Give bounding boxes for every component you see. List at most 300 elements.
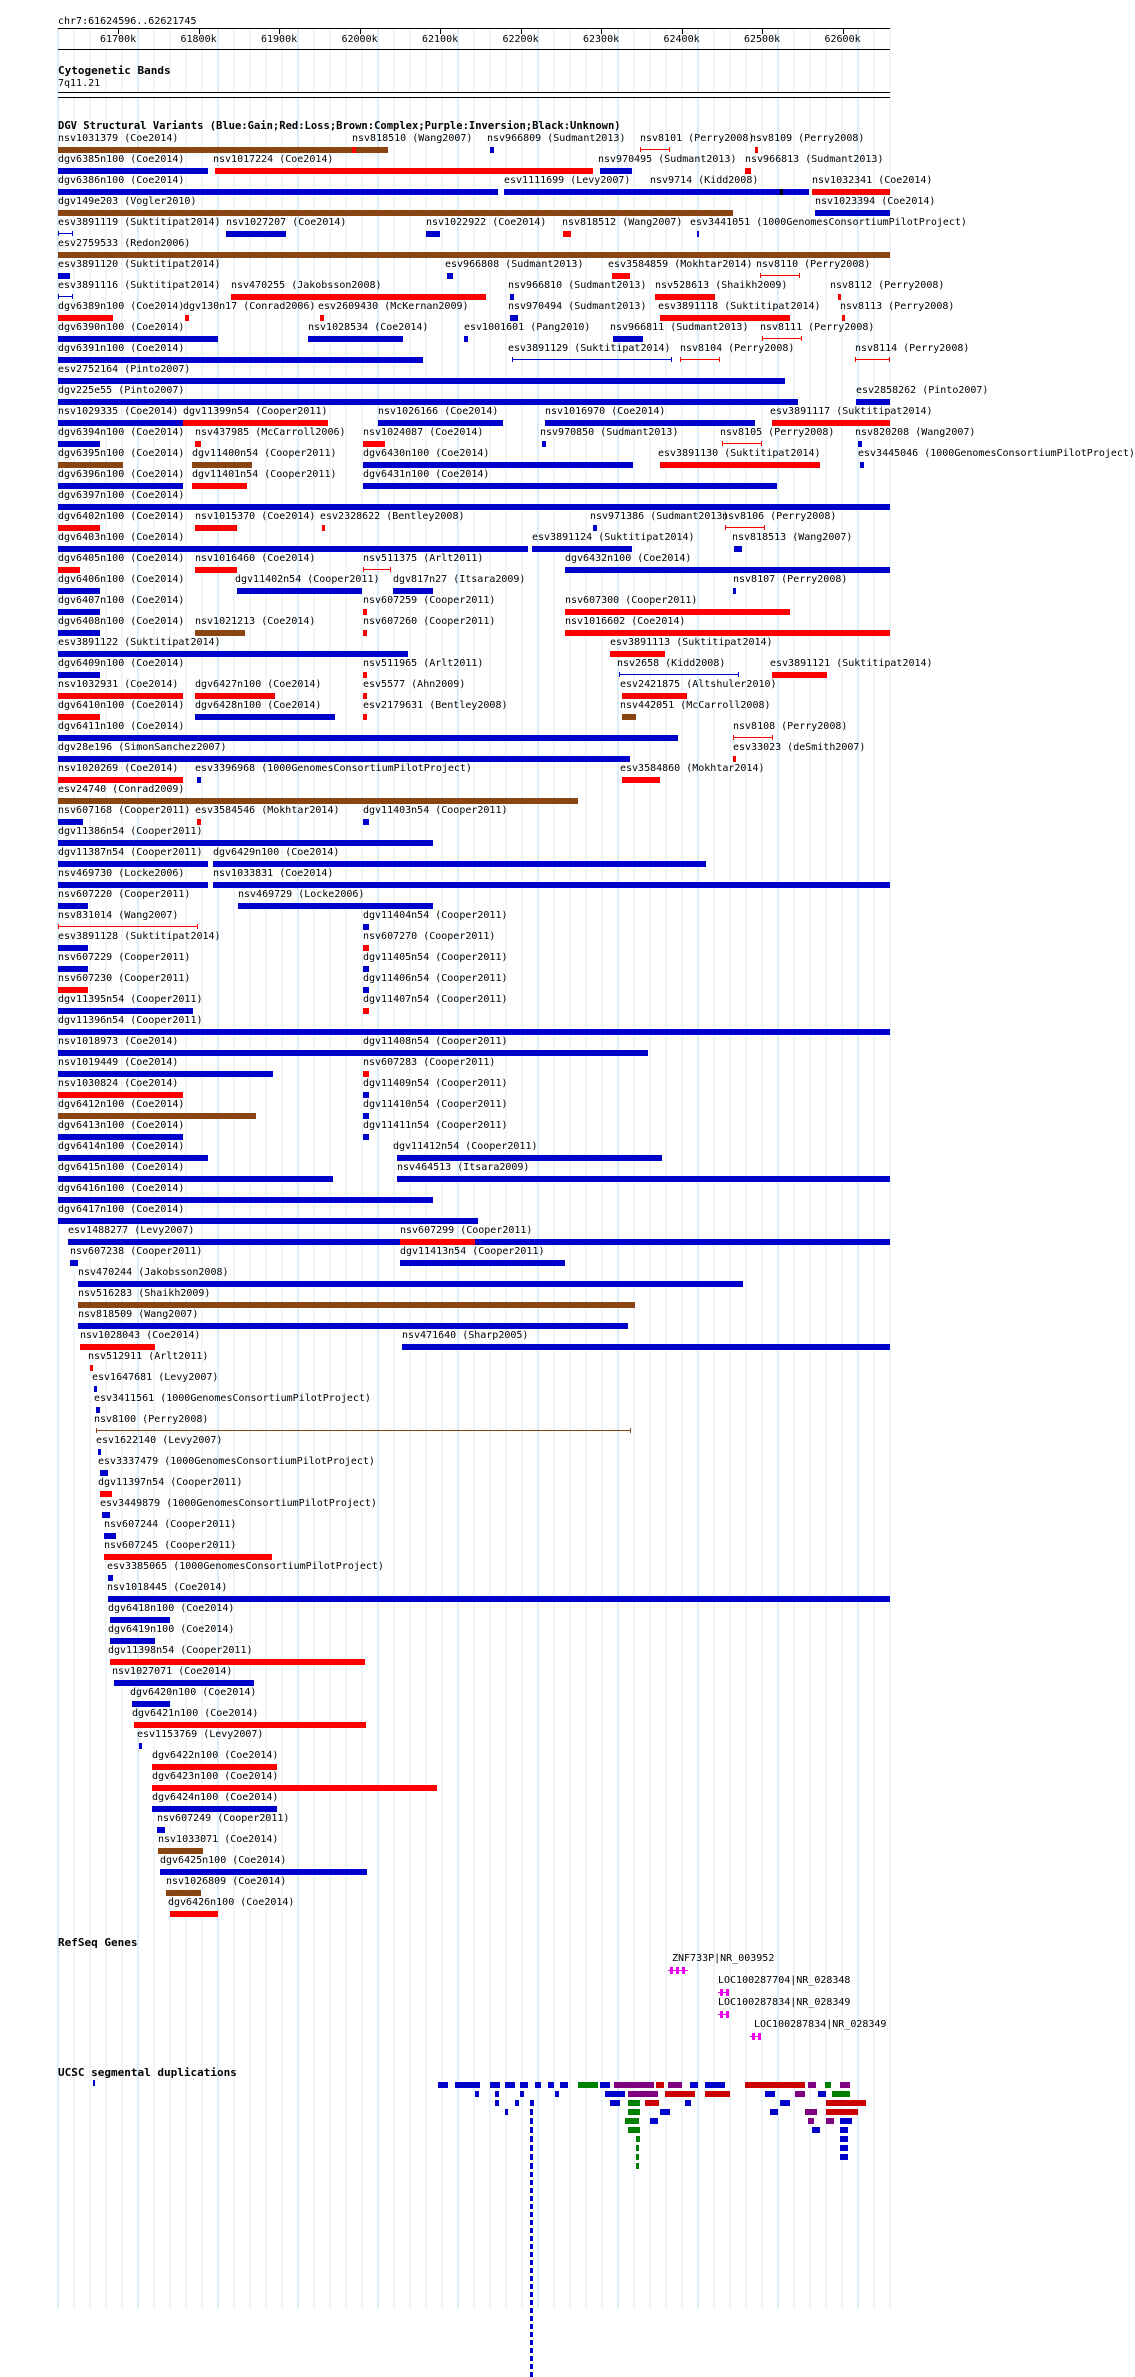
dgv-variant-label[interactable]: nsv442051 (McCarroll2008) xyxy=(620,700,771,711)
segdup-feature[interactable] xyxy=(530,2332,533,2337)
dgv-variant-bar[interactable] xyxy=(565,609,790,615)
dgv-variant-bar[interactable] xyxy=(532,546,632,552)
dgv-variant-label[interactable]: esv2759533 (Redon2006) xyxy=(58,238,191,249)
segdup-feature[interactable] xyxy=(780,2100,790,2106)
segdup-feature[interactable] xyxy=(530,2372,533,2377)
segdup-feature[interactable] xyxy=(805,2109,817,2115)
dgv-variant-bar[interactable] xyxy=(58,1050,648,1056)
dgv-variant-bar[interactable] xyxy=(58,1197,433,1203)
segdup-feature[interactable] xyxy=(665,2091,695,2097)
dgv-variant-bar[interactable] xyxy=(78,1281,743,1287)
dgv-variant-bar[interactable] xyxy=(68,1239,890,1245)
dgv-variant-label[interactable]: esv966808 (Sudmant2013) xyxy=(445,259,584,270)
dgv-variant-label[interactable]: dgv11411n54 (Cooper2011) xyxy=(363,1120,508,1131)
dgv-variant-label[interactable]: esv5577 (Ahn2009) xyxy=(363,679,466,690)
dgv-variant-label[interactable]: nsv607245 (Cooper2011) xyxy=(104,1540,237,1551)
dgv-variant-span[interactable] xyxy=(96,1430,631,1431)
dgv-variant-label[interactable]: esv2179631 (Bentley2008) xyxy=(363,700,508,711)
dgv-variant-bar[interactable] xyxy=(195,525,237,531)
dgv-variant-span[interactable] xyxy=(363,569,391,570)
dgv-variant-bar[interactable] xyxy=(58,273,70,279)
segdup-feature[interactable] xyxy=(530,2163,533,2169)
dgv-variant-bar[interactable] xyxy=(166,1890,201,1896)
segdup-feature[interactable] xyxy=(600,2082,610,2088)
dgv-variant-label[interactable]: nsv1016460 (Coe2014) xyxy=(195,553,316,564)
segdup-feature[interactable] xyxy=(530,2180,533,2185)
dgv-variant-bar[interactable] xyxy=(613,336,643,342)
segdup-feature[interactable] xyxy=(668,2082,682,2088)
dgv-variant-bar[interactable] xyxy=(58,1134,183,1140)
segdup-feature[interactable] xyxy=(530,2136,533,2142)
dgv-variant-label[interactable]: esv3411561 (1000GenomesConsortiumPilotProject) xyxy=(94,1393,371,1404)
dgv-variant-bar[interactable] xyxy=(490,147,494,153)
dgv-variant-label[interactable]: nsv966813 (Sudmant2013) xyxy=(745,154,884,165)
dgv-variant-label[interactable]: nsv818509 (Wang2007) xyxy=(78,1309,199,1320)
segdup-feature[interactable] xyxy=(636,2154,639,2160)
segdup-feature[interactable] xyxy=(515,2100,519,2106)
dgv-variant-label[interactable]: nsv1027207 (Coe2014) xyxy=(226,217,347,228)
dgv-variant-bar[interactable] xyxy=(90,1365,93,1371)
dgv-variant-bar[interactable] xyxy=(363,987,369,993)
dgv-variant-label[interactable]: nsv8108 (Perry2008) xyxy=(733,721,848,732)
dgv-variant-label[interactable]: esv3584546 (Mokhtar2014) xyxy=(195,805,340,816)
dgv-variant-bar[interactable] xyxy=(563,231,571,237)
dgv-variant-bar[interactable] xyxy=(464,336,468,342)
dgv-variant-label[interactable]: dgv6415n100 (Coe2014) xyxy=(58,1162,185,1173)
segdup-feature[interactable] xyxy=(636,2145,639,2151)
dgv-variant-label[interactable]: dgv11408n54 (Cooper2011) xyxy=(363,1036,508,1047)
dgv-variant-label[interactable]: nsv607229 (Cooper2011) xyxy=(58,952,191,963)
dgv-variant-bar[interactable] xyxy=(58,966,88,972)
dgv-variant-label[interactable]: nsv966810 (Sudmant2013) xyxy=(508,280,647,291)
dgv-variant-bar[interactable] xyxy=(600,168,632,174)
dgv-variant-label[interactable]: esv1488277 (Levy2007) xyxy=(68,1225,195,1236)
dgv-variant-label[interactable]: nsv1020269 (Coe2014) xyxy=(58,763,179,774)
dgv-variant-bar[interactable] xyxy=(58,252,890,258)
dgv-variant-bar[interactable] xyxy=(745,168,751,174)
dgv-variant-label[interactable]: nsv1032931 (Coe2014) xyxy=(58,679,179,690)
segdup-feature[interactable] xyxy=(530,2127,533,2133)
segdup-feature[interactable] xyxy=(818,2091,826,2097)
dgv-variant-bar[interactable] xyxy=(78,1323,628,1329)
dgv-variant-label[interactable]: nsv8111 (Perry2008) xyxy=(760,322,875,333)
dgv-variant-label[interactable]: dgv6391n100 (Coe2014) xyxy=(58,343,185,354)
dgv-variant-bar[interactable] xyxy=(58,399,798,405)
dgv-variant-bar[interactable] xyxy=(58,315,113,321)
dgv-variant-bar[interactable] xyxy=(70,1260,78,1266)
dgv-variant-bar[interactable] xyxy=(100,1491,112,1497)
dgv-variant-label[interactable]: esv3891120 (Suktitipat2014) xyxy=(58,259,221,270)
dgv-variant-label[interactable]: esv1647681 (Levy2007) xyxy=(92,1372,219,1383)
segdup-feature[interactable] xyxy=(490,2082,500,2088)
segdup-feature[interactable] xyxy=(455,2082,480,2088)
dgv-variant-label[interactable]: nsv2658 (Kidd2008) xyxy=(617,658,726,669)
dgv-variant-label[interactable]: nsv8104 (Perry2008) xyxy=(680,343,795,354)
dgv-variant-bar[interactable] xyxy=(197,819,201,825)
dgv-variant-label[interactable]: nsv1016602 (Coe2014) xyxy=(565,616,686,627)
segdup-feature[interactable] xyxy=(505,2082,515,2088)
segdup-feature[interactable] xyxy=(826,2109,858,2115)
dgv-variant-label[interactable]: dgv6419n100 (Coe2014) xyxy=(108,1624,235,1635)
dgv-variant-bar[interactable] xyxy=(132,1701,170,1707)
dgv-variant-bar[interactable] xyxy=(58,1071,273,1077)
dgv-variant-label[interactable]: dgv6421n100 (Coe2014) xyxy=(132,1708,259,1719)
dgv-variant-bar[interactable] xyxy=(58,819,83,825)
segdup-feature[interactable] xyxy=(840,2118,852,2124)
segdup-feature[interactable] xyxy=(705,2091,730,2097)
segdup-feature[interactable] xyxy=(628,2127,640,2133)
dgv-variant-label[interactable]: nsv966809 (Sudmant2013) xyxy=(487,133,626,144)
dgv-variant-bar[interactable] xyxy=(58,777,183,783)
dgv-variant-label[interactable]: esv3891118 (Suktitipat2014) xyxy=(658,301,821,312)
dgv-variant-bar[interactable] xyxy=(363,924,369,930)
dgv-variant-bar[interactable] xyxy=(400,1260,565,1266)
dgv-variant-bar[interactable] xyxy=(237,588,362,594)
dgv-variant-span[interactable] xyxy=(733,737,773,738)
dgv-variant-bar[interactable] xyxy=(110,1617,170,1623)
dgv-variant-label[interactable]: esv33023 (deSmith2007) xyxy=(733,742,866,753)
dgv-variant-bar[interactable] xyxy=(58,567,80,573)
dgv-variant-bar[interactable] xyxy=(58,441,100,447)
dgv-variant-label[interactable]: dgv11407n54 (Cooper2011) xyxy=(363,994,508,1005)
dgv-variant-label[interactable]: nsv1031379 (Coe2014) xyxy=(58,133,179,144)
dgv-variant-bar[interactable] xyxy=(170,1911,218,1917)
dgv-variant-label[interactable]: nsv971386 (Sudmant2013) xyxy=(590,511,729,522)
segdup-feature[interactable] xyxy=(560,2082,568,2088)
dgv-variant-bar[interactable] xyxy=(98,1449,101,1455)
dgv-variant-bar[interactable] xyxy=(58,651,408,657)
dgv-variant-label[interactable]: nsv1030824 (Coe2014) xyxy=(58,1078,179,1089)
dgv-variant-label[interactable]: esv3891116 (Suktitipat2014) xyxy=(58,280,221,291)
dgv-variant-bar[interactable] xyxy=(58,168,208,174)
dgv-variant-label[interactable]: nsv1032341 (Coe2014) xyxy=(812,175,933,186)
segdup-feature[interactable] xyxy=(685,2100,691,2106)
dgv-variant-label[interactable]: esv3337479 (1000GenomesConsortiumPilotProject) xyxy=(98,1456,375,1467)
segdup-feature[interactable] xyxy=(690,2082,698,2088)
dgv-variant-span[interactable] xyxy=(640,149,670,150)
dgv-variant-bar[interactable] xyxy=(58,147,388,153)
dgv-variant-label[interactable]: nsv1026809 (Coe2014) xyxy=(166,1876,287,1887)
segdup-feature[interactable] xyxy=(530,2308,533,2313)
dgv-variant-bar[interactable] xyxy=(58,504,890,510)
dgv-variant-bar[interactable] xyxy=(363,819,369,825)
segdup-feature[interactable] xyxy=(530,2244,533,2249)
dgv-variant-label[interactable]: nsv970495 (Sudmant2013) xyxy=(598,154,737,165)
dgv-variant-bar[interactable] xyxy=(447,273,453,279)
dgv-variant-label[interactable]: nsv1023394 (Coe2014) xyxy=(815,196,936,207)
dgv-variant-bar[interactable] xyxy=(504,189,809,195)
dgv-variant-label[interactable]: nsv1019449 (Coe2014) xyxy=(58,1057,179,1068)
dgv-variant-label[interactable]: nsv607260 (Cooper2011) xyxy=(363,616,496,627)
dgv-variant-label[interactable]: nsv8106 (Perry2008) xyxy=(722,511,837,522)
dgv-variant-label[interactable]: nsv8101 (Perry2008) xyxy=(640,133,755,144)
dgv-variant-label[interactable]: dgv6407n100 (Coe2014) xyxy=(58,595,185,606)
dgv-variant-bar[interactable] xyxy=(393,588,433,594)
dgv-variant-label[interactable]: nsv511965 (Arlt2011) xyxy=(363,658,484,669)
segdup-feature[interactable] xyxy=(495,2100,499,2106)
dgv-variant-bar[interactable] xyxy=(363,945,369,951)
segdup-feature[interactable] xyxy=(530,2109,533,2115)
dgv-variant-bar[interactable] xyxy=(593,525,597,531)
segdup-feature[interactable] xyxy=(530,2228,533,2233)
dgv-variant-span[interactable] xyxy=(762,338,802,339)
dgv-variant-label[interactable]: nsv1018445 (Coe2014) xyxy=(107,1582,228,1593)
dgv-variant-span[interactable] xyxy=(760,275,800,276)
dgv-variant-label[interactable]: esv3449879 (1000GenomesConsortiumPilotProject) xyxy=(100,1498,377,1509)
dgv-variant-bar[interactable] xyxy=(195,441,201,447)
dgv-variant-label[interactable]: nsv1015370 (Coe2014) xyxy=(195,511,316,522)
refseq-gene-label[interactable]: LOC100287834|NR_028349 xyxy=(754,2019,887,2030)
dgv-variant-bar[interactable] xyxy=(58,609,100,615)
dgv-variant-bar[interactable] xyxy=(363,462,633,468)
dgv-variant-bar[interactable] xyxy=(58,1092,183,1098)
dgv-variant-label[interactable]: nsv470244 (Jakobsson2008) xyxy=(78,1267,229,1278)
dgv-variant-bar[interactable] xyxy=(510,315,518,321)
dgv-variant-label[interactable]: esv3891113 (Suktitipat2014) xyxy=(610,637,773,648)
dgv-variant-label[interactable]: esv3891121 (Suktitipat2014) xyxy=(770,658,933,669)
dgv-variant-label[interactable]: nsv8100 (Perry2008) xyxy=(94,1414,209,1425)
dgv-variant-bar[interactable] xyxy=(152,1764,277,1770)
dgv-variant-span[interactable] xyxy=(619,674,739,675)
dgv-variant-label[interactable]: dgv6402n100 (Coe2014) xyxy=(58,511,185,522)
segdup-feature[interactable] xyxy=(530,2292,533,2297)
segdup-feature[interactable] xyxy=(530,2284,533,2289)
dgv-variant-label[interactable]: dgv11402n54 (Cooper2011) xyxy=(235,574,380,585)
dgv-variant-bar[interactable] xyxy=(78,1302,635,1308)
segdup-feature[interactable] xyxy=(745,2082,805,2088)
dgv-variant-label[interactable]: nsv607283 (Cooper2011) xyxy=(363,1057,496,1068)
dgv-variant-label[interactable]: nsv1027071 (Coe2014) xyxy=(112,1666,233,1677)
dgv-variant-bar[interactable] xyxy=(58,798,578,804)
dgv-variant-bar[interactable] xyxy=(58,336,218,342)
dgv-variant-span[interactable] xyxy=(855,359,890,360)
dgv-variant-label[interactable]: dgv11410n54 (Cooper2011) xyxy=(363,1099,508,1110)
dgv-variant-bar[interactable] xyxy=(58,987,88,993)
dgv-variant-bar[interactable] xyxy=(842,315,845,321)
dgv-variant-bar[interactable] xyxy=(660,462,820,468)
segdup-feature[interactable] xyxy=(530,2260,533,2265)
dgv-variant-bar[interactable] xyxy=(213,861,706,867)
dgv-variant-bar[interactable] xyxy=(363,966,369,972)
dgv-variant-label[interactable]: dgv11387n54 (Cooper2011) xyxy=(58,847,203,858)
dgv-variant-label[interactable]: dgv11413n54 (Cooper2011) xyxy=(400,1246,545,1257)
dgv-variant-bar[interactable] xyxy=(58,378,785,384)
dgv-variant-span[interactable] xyxy=(680,359,720,360)
dgv-variant-label[interactable]: esv24740 (Conrad2009) xyxy=(58,784,185,795)
dgv-variant-bar[interactable] xyxy=(860,462,864,468)
dgv-variant-label[interactable]: nsv607259 (Cooper2011) xyxy=(363,595,496,606)
segdup-feature[interactable] xyxy=(530,2252,533,2257)
dgv-variant-label[interactable]: esv3891122 (Suktitipat2014) xyxy=(58,637,221,648)
dgv-variant-label[interactable]: esv3891119 (Suktitipat2014) xyxy=(58,217,221,228)
dgv-variant-bar[interactable] xyxy=(110,1638,155,1644)
segdup-feature[interactable] xyxy=(530,2154,533,2160)
dgv-variant-label[interactable]: dgv6409n100 (Coe2014) xyxy=(58,658,185,669)
dgv-variant-bar[interactable] xyxy=(363,483,777,489)
dgv-variant-label[interactable]: esv3891117 (Suktitipat2014) xyxy=(770,406,933,417)
dgv-variant-bar[interactable] xyxy=(58,189,498,195)
segdup-feature[interactable] xyxy=(548,2082,554,2088)
dgv-variant-label[interactable]: dgv11401n54 (Cooper2011) xyxy=(192,469,337,480)
dgv-variant-bar[interactable] xyxy=(363,714,367,720)
dgv-variant-bar[interactable] xyxy=(195,630,245,636)
dgv-variant-label[interactable]: dgv6396n100 (Coe2014) xyxy=(58,469,185,480)
dgv-variant-label[interactable]: dgv6430n100 (Coe2014) xyxy=(363,448,490,459)
segdup-feature[interactable] xyxy=(530,2100,534,2106)
segdup-feature[interactable] xyxy=(535,2082,541,2088)
dgv-variant-label[interactable]: dgv6420n100 (Coe2014) xyxy=(130,1687,257,1698)
dgv-variant-label[interactable]: nsv607244 (Cooper2011) xyxy=(104,1519,237,1530)
dgv-variant-label[interactable]: esv2609430 (McKernan2009) xyxy=(318,301,469,312)
dgv-variant-bar[interactable] xyxy=(238,903,433,909)
dgv-variant-label[interactable]: nsv818512 (Wang2007) xyxy=(562,217,683,228)
dgv-variant-label[interactable]: dgv11386n54 (Cooper2011) xyxy=(58,826,203,837)
dgv-variant-label[interactable]: nsv1029335 (Coe2014) xyxy=(58,406,179,417)
dgv-variant-label[interactable]: dgv6426n100 (Coe2014) xyxy=(168,1897,295,1908)
dgv-variant-label[interactable]: dgv6397n100 (Coe2014) xyxy=(58,490,185,501)
dgv-variant-label[interactable]: esv3584860 (Mokhtar2014) xyxy=(620,763,765,774)
dgv-variant-bar[interactable] xyxy=(610,651,665,657)
dgv-variant-bar[interactable] xyxy=(856,399,890,405)
dgv-variant-label[interactable]: dgv6429n100 (Coe2014) xyxy=(213,847,340,858)
dgv-variant-label[interactable]: nsv607230 (Cooper2011) xyxy=(58,973,191,984)
dgv-variant-label[interactable]: dgv6394n100 (Coe2014) xyxy=(58,427,185,438)
dgv-variant-label[interactable]: nsv1022922 (Coe2014) xyxy=(426,217,547,228)
dgv-variant-label[interactable]: nsv607300 (Cooper2011) xyxy=(565,595,698,606)
dgv-variant-label[interactable]: nsv966811 (Sudmant2013) xyxy=(610,322,749,333)
dgv-variant-bar[interactable] xyxy=(815,210,890,216)
dgv-variant-bar[interactable] xyxy=(58,546,528,552)
segdup-feature[interactable] xyxy=(530,2172,533,2177)
dgv-variant-bar[interactable] xyxy=(134,1722,366,1728)
dgv-variant-label[interactable]: esv2328622 (Bentley2008) xyxy=(320,511,465,522)
dgv-variant-label[interactable]: nsv1033831 (Coe2014) xyxy=(213,868,334,879)
segdup-feature[interactable] xyxy=(505,2109,508,2115)
segdup-feature[interactable] xyxy=(840,2154,848,2160)
dgv-variant-label[interactable]: nsv1018973 (Coe2014) xyxy=(58,1036,179,1047)
dgv-variant-label[interactable]: nsv1017224 (Coe2014) xyxy=(213,154,334,165)
segdup-feature[interactable] xyxy=(530,2348,533,2353)
dgv-variant-label[interactable]: dgv6424n100 (Coe2014) xyxy=(152,1792,279,1803)
dgv-variant-label[interactable]: nsv8113 (Perry2008) xyxy=(840,301,955,312)
segdup-feature[interactable] xyxy=(605,2091,625,2097)
dgv-variant-label[interactable]: nsv1028534 (Coe2014) xyxy=(308,322,429,333)
dgv-variant-bar[interactable] xyxy=(352,147,356,153)
dgv-variant-bar[interactable] xyxy=(565,630,890,636)
dgv-variant-label[interactable]: dgv28e196 (SimonSanchez2007) xyxy=(58,742,227,753)
dgv-variant-label[interactable]: nsv8109 (Perry2008) xyxy=(750,133,865,144)
dgv-variant-label[interactable]: nsv8107 (Perry2008) xyxy=(733,574,848,585)
dgv-variant-bar[interactable] xyxy=(322,525,325,531)
dgv-variant-label[interactable]: dgv130n17 (Conrad2006) xyxy=(183,301,316,312)
dgv-variant-bar[interactable] xyxy=(655,294,715,300)
segdup-feature[interactable] xyxy=(530,2340,533,2345)
dgv-variant-bar[interactable] xyxy=(100,1470,108,1476)
dgv-variant-bar[interactable] xyxy=(400,1239,475,1245)
dgv-variant-bar[interactable] xyxy=(104,1533,116,1539)
dgv-variant-bar[interactable] xyxy=(58,588,100,594)
dgv-variant-bar[interactable] xyxy=(58,714,100,720)
segdup-feature[interactable] xyxy=(770,2109,778,2115)
segdup-feature[interactable] xyxy=(530,2204,533,2209)
segdup-feature[interactable] xyxy=(530,2236,533,2241)
dgv-variant-label[interactable]: dgv6403n100 (Coe2014) xyxy=(58,532,185,543)
dgv-variant-bar[interactable] xyxy=(363,609,367,615)
dgv-variant-bar[interactable] xyxy=(102,1512,110,1518)
segdup-feature[interactable] xyxy=(495,2091,499,2097)
dgv-variant-bar[interactable] xyxy=(94,1386,97,1392)
dgv-variant-bar[interactable] xyxy=(58,525,100,531)
dgv-variant-bar[interactable] xyxy=(426,231,440,237)
segdup-feature[interactable] xyxy=(614,2082,654,2088)
dgv-variant-label[interactable]: nsv1026166 (Coe2014) xyxy=(378,406,499,417)
dgv-variant-label[interactable]: dgv6432n100 (Coe2014) xyxy=(565,553,692,564)
dgv-variant-label[interactable]: esv1111699 (Levy2007) xyxy=(504,175,631,186)
dgv-variant-label[interactable]: dgv6386n100 (Coe2014) xyxy=(58,175,185,186)
dgv-variant-bar[interactable] xyxy=(363,1134,369,1140)
dgv-variant-bar[interactable] xyxy=(197,777,201,783)
dgv-variant-bar[interactable] xyxy=(195,693,275,699)
dgv-variant-bar[interactable] xyxy=(363,1071,369,1077)
segdup-feature[interactable] xyxy=(840,2145,848,2151)
dgv-variant-label[interactable]: nsv528613 (Shaikh2009) xyxy=(655,280,788,291)
segdup-feature[interactable] xyxy=(530,2276,533,2281)
segdup-feature[interactable] xyxy=(530,2324,533,2329)
segdup-feature[interactable] xyxy=(808,2082,816,2088)
segdup-feature[interactable] xyxy=(645,2100,659,2106)
dgv-variant-label[interactable]: nsv9714 (Kidd2008) xyxy=(650,175,759,186)
dgv-variant-label[interactable]: esv2421875 (Altshuler2010) xyxy=(620,679,777,690)
dgv-variant-bar[interactable] xyxy=(697,231,699,237)
dgv-variant-bar[interactable] xyxy=(397,1155,662,1161)
dgv-variant-label[interactable]: esv3891130 (Suktitipat2014) xyxy=(658,448,821,459)
dgv-variant-bar[interactable] xyxy=(378,420,503,426)
dgv-variant-label[interactable]: nsv607220 (Cooper2011) xyxy=(58,889,191,900)
dgv-variant-bar[interactable] xyxy=(58,1176,333,1182)
dgv-variant-bar[interactable] xyxy=(510,294,514,300)
segdup-feature[interactable] xyxy=(475,2091,479,2097)
dgv-variant-bar[interactable] xyxy=(58,735,678,741)
dgv-variant-bar[interactable] xyxy=(58,693,183,699)
dgv-variant-bar[interactable] xyxy=(104,1554,272,1560)
dgv-variant-bar[interactable] xyxy=(160,1869,367,1875)
dgv-variant-label[interactable]: esv3891129 (Suktitipat2014) xyxy=(508,343,671,354)
dgv-variant-bar[interactable] xyxy=(622,714,636,720)
dgv-variant-bar[interactable] xyxy=(58,1155,208,1161)
segdup-feature[interactable] xyxy=(840,2136,848,2142)
dgv-variant-label[interactable]: dgv11395n54 (Cooper2011) xyxy=(58,994,203,1005)
dgv-variant-span[interactable] xyxy=(722,443,762,444)
segdup-feature[interactable] xyxy=(812,2127,820,2133)
dgv-variant-bar[interactable] xyxy=(58,1113,256,1119)
dgv-variant-bar[interactable] xyxy=(192,462,252,468)
dgv-variant-label[interactable]: dgv6389n100 (Coe2014) xyxy=(58,301,185,312)
dgv-variant-label[interactable]: esv2752164 (Pinto2007) xyxy=(58,364,191,375)
segdup-feature[interactable] xyxy=(660,2109,670,2115)
dgv-variant-label[interactable]: dgv6413n100 (Coe2014) xyxy=(58,1120,185,1131)
segdup-feature[interactable] xyxy=(636,2136,640,2142)
dgv-variant-bar[interactable] xyxy=(612,273,630,279)
dgv-variant-label[interactable]: esv3445046 (1000GenomesConsortiumPilotProject) xyxy=(858,448,1135,459)
segdup-feature[interactable] xyxy=(628,2109,640,2115)
segdup-feature[interactable] xyxy=(530,2316,533,2321)
dgv-variant-label[interactable]: nsv1028043 (Coe2014) xyxy=(80,1330,201,1341)
segdup-feature[interactable] xyxy=(705,2082,725,2088)
dgv-variant-label[interactable]: dgv6428n100 (Coe2014) xyxy=(195,700,322,711)
dgv-variant-label[interactable]: esv3385065 (1000GenomesConsortiumPilotProject) xyxy=(107,1561,384,1572)
segdup-feature[interactable] xyxy=(520,2082,528,2088)
dgv-variant-bar[interactable] xyxy=(58,945,88,951)
